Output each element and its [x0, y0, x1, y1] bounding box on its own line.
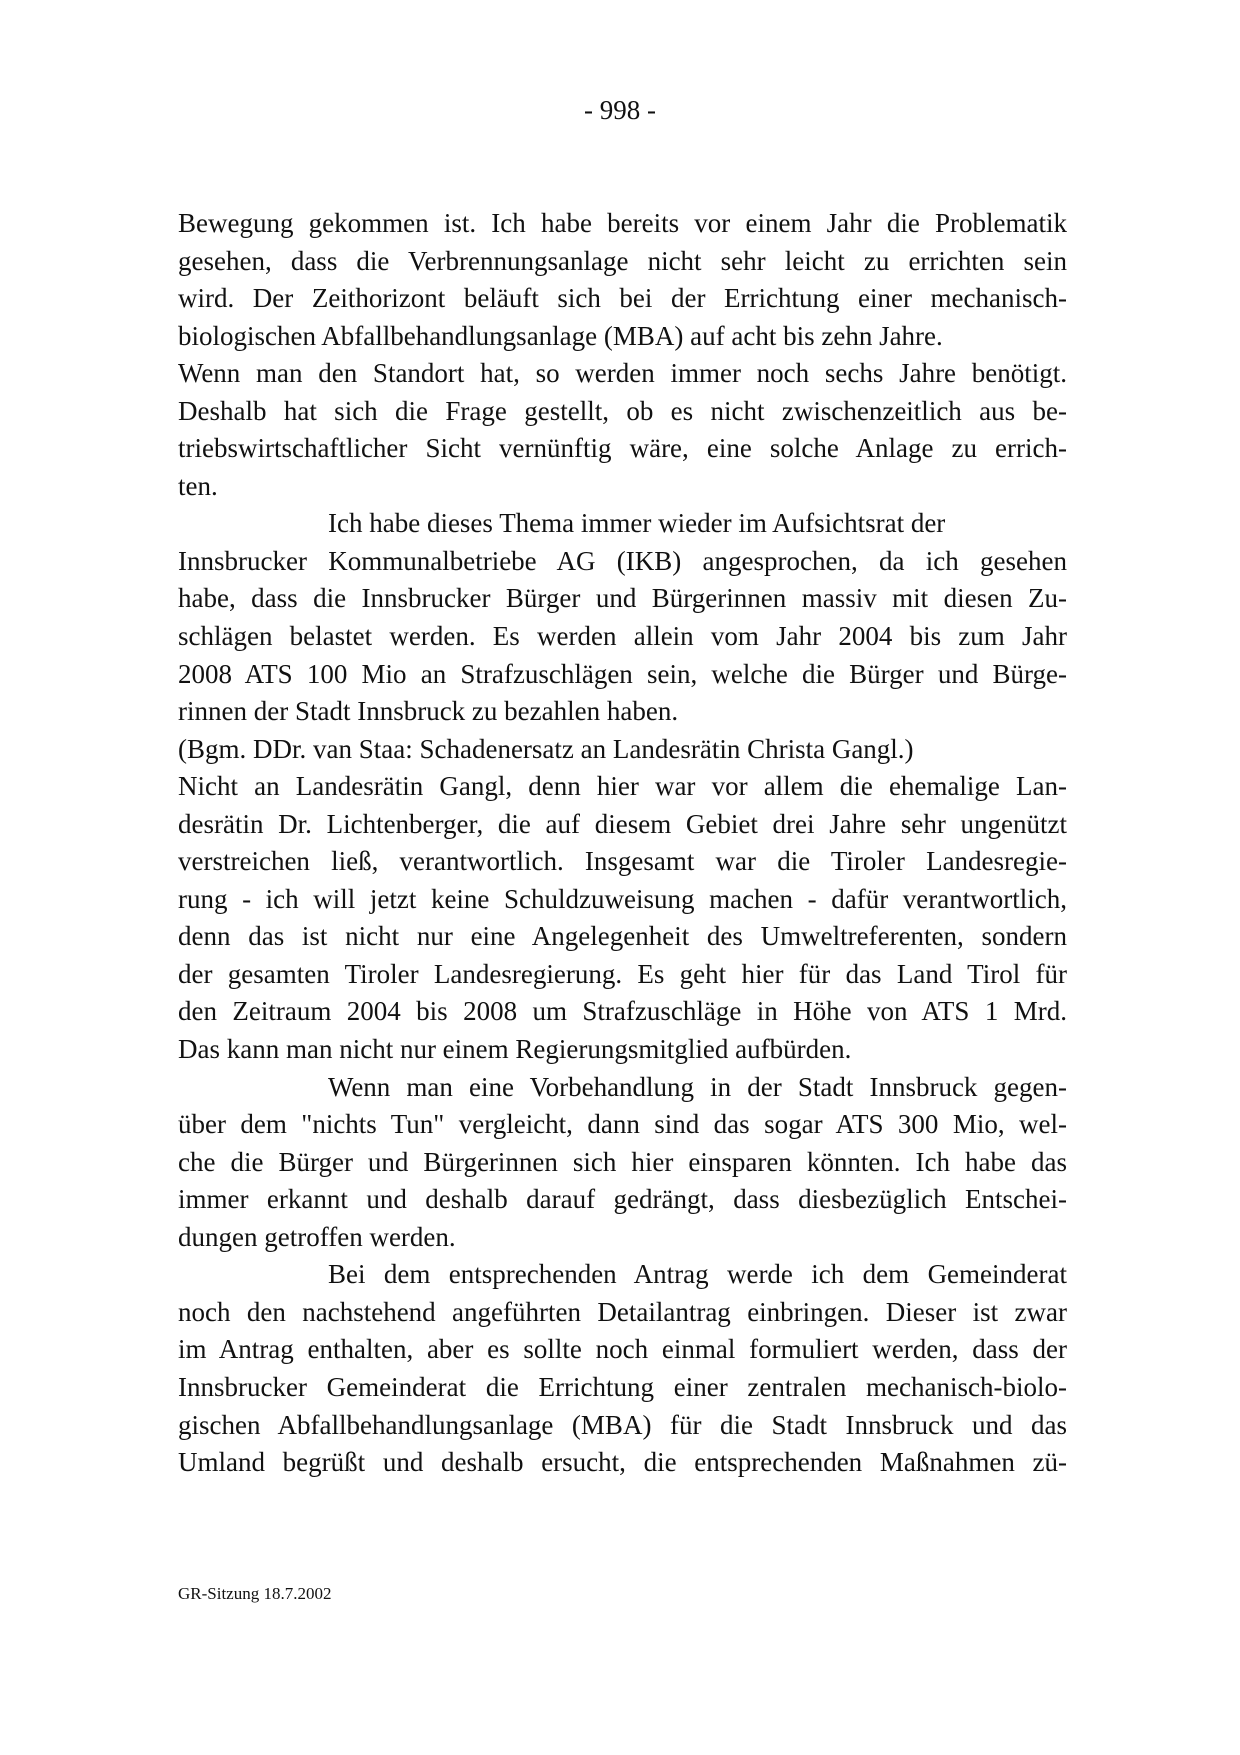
text-line: che die Bürger und Bürgerinnen sich hier einsparen könnten. Ich habe das [178, 1146, 1067, 1177]
text-line: Bewegung gekommen ist. Ich habe bereits vor einem Jahr die Problematik [178, 208, 1067, 238]
text-line: Das kann man nicht nur einem Regierungsmitglied aufbürden. [178, 1034, 852, 1065]
text-line: (Bgm. DDr. van Staa: Schadenersatz an Landesrätin Christa Gangl.) [178, 733, 914, 764]
text-line: der gesamten Tiroler Landesregierung. Es geht hier für das Land Tirol für [178, 958, 1067, 989]
text-line: Bei dem entsprechenden Antrag werde ich dem Gemeinderat [328, 1259, 1067, 1290]
text-line: den Zeitraum 2004 bis 2008 um Strafzuschläge in Höhe von ATS 1 Mrd. [178, 996, 1067, 1027]
text-line: im Antrag enthalten, aber es sollte noch einmal formuliert werden, dass der [178, 1334, 1067, 1365]
text-line: rinnen der Stadt Innsbruck zu bezahlen haben. [178, 696, 679, 727]
text-line: gesehen, dass die Verbrennungsanlage nicht sehr leicht zu errichten sein [178, 245, 1067, 276]
text-line: über dem "nichts Tun" vergleicht, dann sind das sogar ATS 300 Mio, wel- [178, 1109, 1067, 1140]
text-line: desrätin Dr. Lichtenberger, die auf diesem Gebiet drei Jahre sehr ungenützt [178, 808, 1067, 839]
text-line: biologischen Abfallbehandlungsanlage (MBA) auf acht bis zehn Jahre. [178, 320, 943, 351]
text-line: triebswirtschaftlicher Sicht vernünftig wäre, eine solche Anlage zu errich- [178, 433, 1067, 464]
text-line: Umland begrüßt und deshalb ersucht, die entsprechenden Maßnahmen zü- [178, 1447, 1067, 1478]
text-line: ten. [178, 470, 218, 501]
text-line: Nicht an Landesrätin Gangl, denn hier war vor allem die ehemalige Lan- [178, 771, 1067, 802]
text-line: Deshalb hat sich die Frage gestellt, ob es nicht zwischenzeitlich aus be- [178, 395, 1067, 426]
text-line: verstreichen ließ, verantwortlich. Insgesamt war die Tiroler Landesregie- [178, 846, 1067, 877]
text-line: Innsbrucker Gemeinderat die Errichtung einer zentralen mechanisch-biolo- [178, 1371, 1067, 1402]
text-line: 2008 ATS 100 Mio an Strafzuschlägen sein, welche die Bürger und Bürge- [178, 658, 1067, 689]
text-line: habe, dass die Innsbrucker Bürger und Bürgerinnen massiv mit diesen Zu- [178, 583, 1067, 614]
text-line: immer erkannt und deshalb darauf gedrängt, dass diesbezüglich Entschei- [178, 1184, 1067, 1215]
text-line: Wenn man den Standort hat, so werden immer noch sechs Jahre benötigt. [178, 358, 1067, 389]
text-line: gischen Abfallbehandlungsanlage (MBA) für die Stadt Innsbruck und das [178, 1409, 1067, 1440]
footer-session: GR-Sitzung 18.7.2002 [178, 1584, 332, 1603]
text-line: denn das ist nicht nur eine Angelegenheit des Umweltreferenten, sondern [178, 921, 1067, 952]
text-line: Ich habe dieses Thema immer wieder im Aufsichtsrat der [328, 508, 946, 539]
text-line: wird. Der Zeithorizont beläuft sich bei der Errichtung einer mechanisch- [178, 283, 1067, 314]
text-line: Innsbrucker Kommunalbetriebe AG (IKB) angesprochen, da ich gesehen [178, 545, 1067, 576]
text-line: Wenn man eine Vorbehandlung in der Stadt Innsbruck gegen- [328, 1071, 1067, 1102]
text-line: dungen getroffen werden. [178, 1221, 456, 1252]
body-text [178, 205, 1067, 1482]
page-number: - 998 - [584, 95, 656, 125]
text-line: schlägen belastet werden. Es werden allein vom Jahr 2004 bis zum Jahr [178, 621, 1067, 652]
text-line: noch den nachstehend angeführten Detailantrag einbringen. Dieser ist zwar [178, 1296, 1067, 1327]
text-line: rung - ich will jetzt keine Schuldzuweisung machen - dafür verantwortlich, [178, 883, 1067, 914]
